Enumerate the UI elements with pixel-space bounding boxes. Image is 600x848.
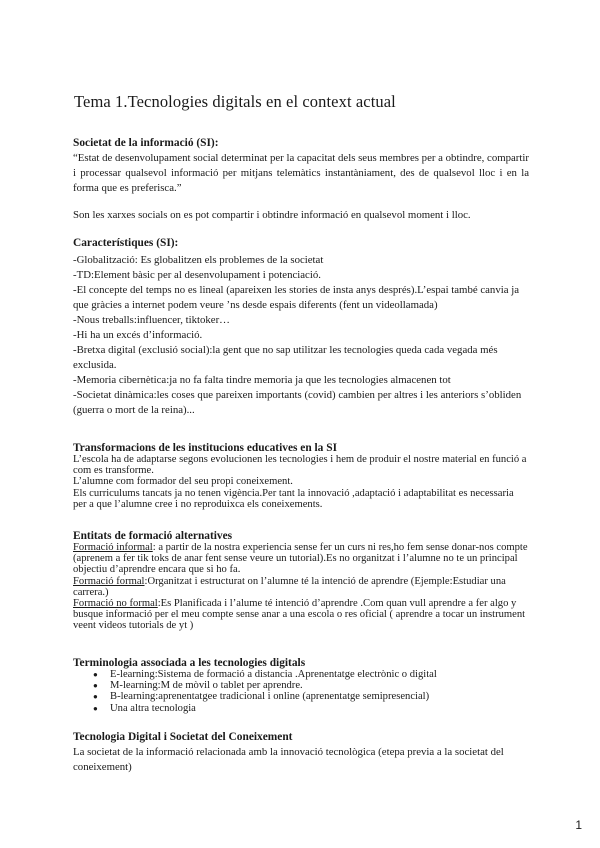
bullet-item: ● M-learning:M de mòvil o tablet per aprendre. <box>93 680 529 691</box>
document-title: Tema 1.Tecnologies digitals en el context actual <box>74 92 396 111</box>
paragraph: Els curriculums tancats ja no tenen vigència.Per tant la innovació ,adaptació i adaptabilitat es necessaria per a que l’alumne cree i no reproduixca els coneixements. <box>73 487 514 510</box>
list-item: -Memoria cibernètica:ja no fa falta tindre memoria ja que les tecnologies almacenen tot <box>73 374 451 386</box>
term-informal: Formació informal <box>73 542 153 553</box>
bullet-item: ● Una altra tecnologia <box>93 703 529 714</box>
list-item: -TD:Element bàsic per al desenvolupament i potenciació. <box>73 269 321 281</box>
section-heading: Entitats de formació alternatives <box>73 530 233 542</box>
paragraph: L’alumne com formador del seu propi coneixement. <box>73 476 293 488</box>
page-number: 1 <box>575 818 582 832</box>
paragraph-nonformal <box>73 598 529 632</box>
section-transformations <box>73 442 529 510</box>
list-item: -Hi ha un excés d’informació. <box>73 329 203 341</box>
list-item: -Societat dinàmica:les coses que pareixen importants (covid) cambien per altres i les anteriors s’obliden (guerra o mort de la reina)... <box>73 389 522 416</box>
bullet-list <box>73 669 529 714</box>
section-heading: Terminologia associada a les tecnologies digitals <box>73 657 306 669</box>
paragraph-formal <box>73 576 529 598</box>
section-alternative-training <box>73 530 529 632</box>
section-terminology <box>73 657 529 714</box>
section-heading: Característiques (SI): <box>73 237 179 249</box>
term-formal-text: :Organitzat i estructurat on l’alumne té la intenció de aprendre (Ejemple:Estudiar una carrera.) <box>73 575 506 598</box>
list-item: -El concepte del temps no es lineal (apareixen les stories de insta anys després).L’espai també canvia ja que gràcies a internet podem veure ’ns desde espais diferents (fent un videollamada) <box>73 284 520 311</box>
list-item: -Bretxa digital (exclusió social):la gent que no sap utilitzar les tecnologies queda cada vegada més exclusida. <box>73 344 498 371</box>
paragraph: La societat de la informació relacionada amb la innovació tecnològica (etepa previa a la societat del coneixement) <box>73 746 504 773</box>
section-characteristics <box>73 236 529 418</box>
paragraph: L’escola ha de adaptarse segons evolucionen les tecnologies i hem de produir el nostre material en funció a com es transforme. <box>73 454 527 477</box>
paragraph: Son les xarxes socials on es pot compartir i obtindre informació en qualsevol moment i lloc. <box>73 209 471 221</box>
term-nonformal: Formació no formal <box>73 598 158 610</box>
term-formal: Formació formal <box>73 575 145 587</box>
list-item: -Nous treballs:influencer, tiktoker… <box>73 314 230 326</box>
paragraph-informal <box>73 542 529 576</box>
section-heading: Societat de la informació (SI): <box>73 137 219 149</box>
term-nonformal-text: :Es Planificada i l’alume té intenció d’aprendre .Com quan vull aprendre a fer algo y busque informació per el meu compte sense anar a una escola o res oficial ( aprendre a tocar un instrument veent videos tutorials de yt ) <box>73 598 526 632</box>
section-heading: Tecnologia Digital i Societat del Coneixement <box>73 731 293 743</box>
list-item: -Globalització: Es globalitzen els problemes de la societat <box>73 254 324 266</box>
section-information-society <box>73 136 529 223</box>
term-informal-text: : a partir de la nostra experiencia sense fer un curs ni res,ho fem sense donar-nos compte (aprenem a fer tik toks de anar fent sense veure un tutorial).Es no organitzat i l’alumne no te un principal objectiu d’aprendre encara que si ho fa. <box>73 542 528 576</box>
section-heading: Transformacions de les institucions educatives en la SI <box>73 442 337 454</box>
section-knowledge-society <box>73 730 529 775</box>
bullet-item: ● B-learning:aprenentatgee tradicional i online (aprenentatge semipresencial) <box>93 691 529 702</box>
definition-quote: “Estat de desenvolupament social determinat per la capacitat dels seus membres per a obtindre, compartir i processar qualsevol informació per mitjans telemàtics instantàniament, des de qualsevol lloc i en la forma que es preferisca.” <box>73 152 529 194</box>
bullet-item: ● E-learning:Sistema de formació a distancia .Aprenentatge electrònic o digital <box>93 669 529 680</box>
